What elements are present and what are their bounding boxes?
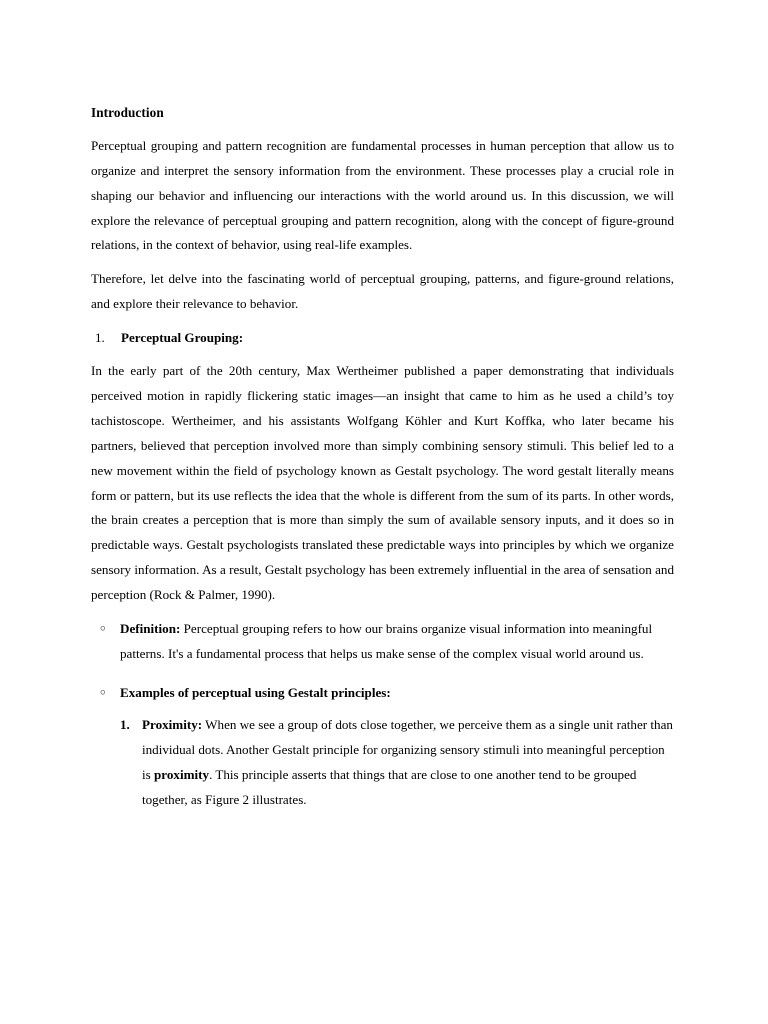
list-marker: 1. xyxy=(95,330,105,346)
proximity-text-after: . This principle asserts that things that are close to one another tend to be grouped together, as Figure 2 illustrates. xyxy=(142,766,637,807)
page-title: Introduction xyxy=(91,105,164,120)
nested-numbered-list xyxy=(120,713,674,813)
section-label: Perceptual Grouping: xyxy=(121,330,244,346)
proximity-emphasis: proximity xyxy=(154,766,210,782)
proximity-text-before: When we see a group of dots close together, we perceive them as a single unit rather than individual dots. Another Gestalt principle for organizing sensory stimuli into meaningful perception is xyxy=(142,716,673,782)
section-one-body-paragraph: In the early part of the 20th century, Max Wertheimer published a paper demonstrating that individuals perceived motion in rapidly flickering static images—an insight that came to him as he used a child’s toy tachistoscope. Wertheimer, and his assistants Wolfgang Köhler and Kurt Koffka, who later became his partners, believed that perception involved more than simply combining sensory stimuli. This belief led to a new movement within the field of psychology known as Gestalt psychology. The word gestalt literally means form or pattern, but its use reflects the idea that the whole is different from the sum of its parts. In other words, the brain creates a perception that is more than simply the sum of available sensory inputs, and it does so in predictable ways. Gestalt psychologists translated these predictable ways into principles by which we organize sensory information. As a result, Gestalt psychology has been extremely influential in the area of sensation and perception (Rock & Palmer, 1990). xyxy=(91,363,674,603)
list-item-examples xyxy=(91,681,674,813)
examples-heading: Examples of perceptual using Gestalt principles: xyxy=(120,684,391,700)
list-marker: 1. xyxy=(120,716,130,732)
document-content xyxy=(91,101,674,812)
circle-bullet-icon: ○ xyxy=(100,624,106,635)
list-item-definition xyxy=(91,617,674,667)
definition-run-in-label: Definition: xyxy=(120,621,181,637)
section-heading-perceptual-grouping xyxy=(95,326,674,351)
circle-bullet-icon: ○ xyxy=(100,687,106,698)
bullet-list xyxy=(91,617,674,812)
definition-body-text: Perceptual grouping refers to how our brains organize visual information into meaningful patterns. It's a fundamental process that helps us make sense of the complex visual world around us. xyxy=(120,621,653,662)
list-item-proximity xyxy=(120,713,674,813)
intro-paragraph-2: Therefore, let delve into the fascinating world of perceptual grouping, patterns, and figure-ground relations, and explore their relevance to behavior. xyxy=(91,271,674,312)
list-item-text xyxy=(120,617,674,667)
proximity-run-in-label: Proximity: xyxy=(142,716,203,732)
intro-paragraph-1: Perceptual grouping and pattern recognition are fundamental processes in human perception that allow us to organize and interpret the sensory information from the environment. These processes play a crucial role in shaping our behavior and influencing our interactions with the world around us. In this discussion, we will explore the relevance of perceptual grouping and pattern recognition, along with the concept of figure-ground relations, in the context of behavior, using real-life examples. xyxy=(91,137,674,253)
